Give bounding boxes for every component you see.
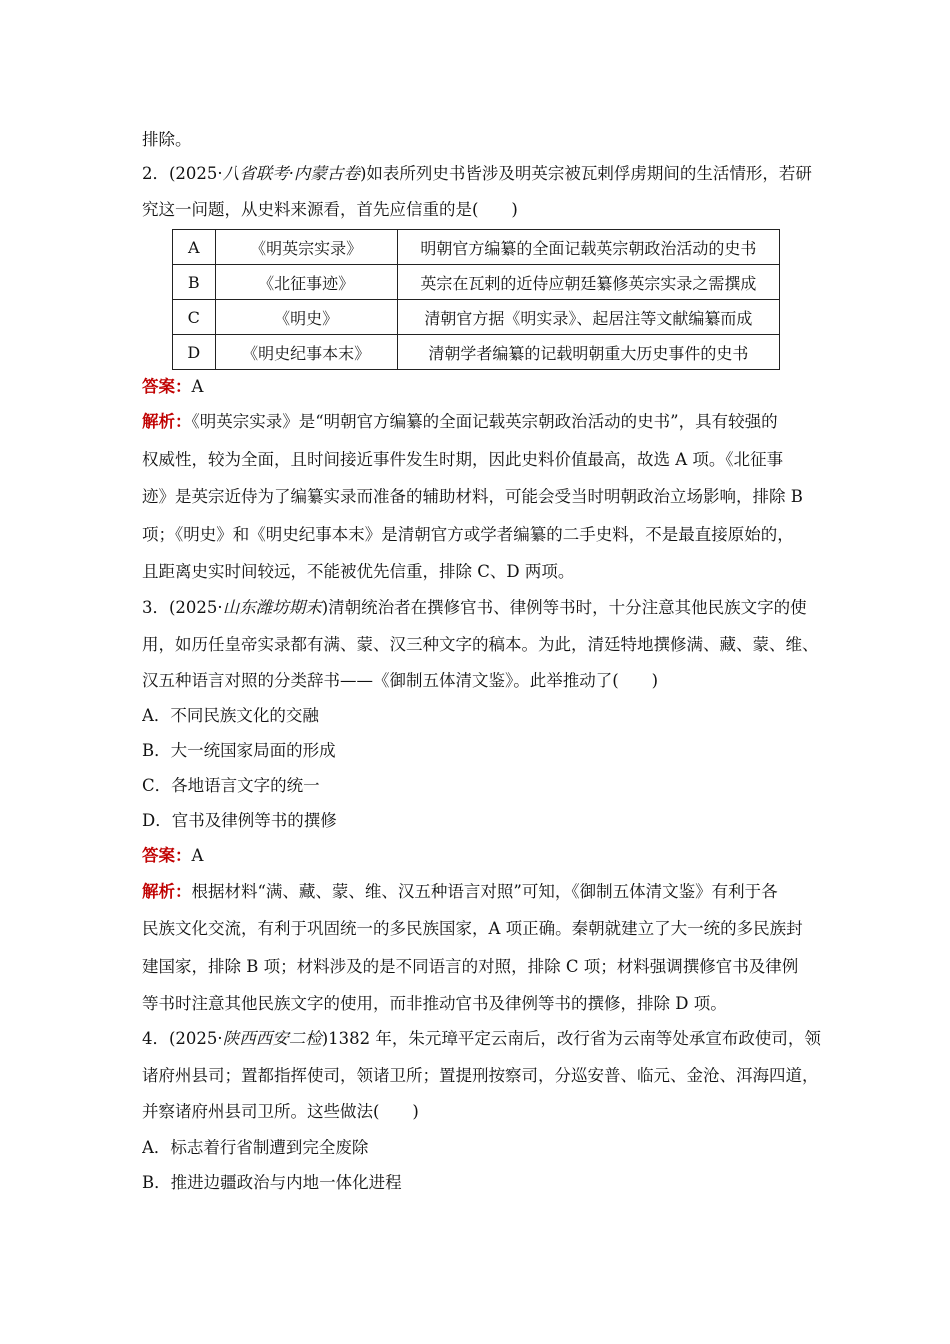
q3-source-close: )	[321, 598, 329, 617]
q2-analysis-label: 解析：	[142, 412, 192, 431]
table-cell-desc: 清朝学者编纂的记载明朝重大历史事件的史书	[397, 335, 779, 370]
q2-analysis-text-1: 《明英宗实录》是“明朝官方编纂的全面记载英宗朝政治活动的史书”，具有较强的	[191, 412, 778, 431]
q2-source-close: )	[359, 164, 367, 183]
prev-analysis-tail: 排除。	[142, 130, 192, 149]
table-cell-desc: 英宗在瓦剌的近侍应朝廷纂修英宗实录之需撰成	[397, 265, 779, 300]
q4-stem-line-1	[142, 1027, 832, 1051]
q4-source-close: )	[321, 1029, 329, 1048]
q2-analysis-line-3: 迹》是英宗近侍为了编纂实录而准备的辅助材料，可能会受当时明朝政治立场影响，排除 B	[142, 487, 803, 506]
q2-analysis-line-2: 权威性，较为全面，且时间接近事件发生时期，因此史料价值最高，故选 A 项。《北征事	[142, 450, 784, 469]
q3-number: 3．	[142, 598, 169, 617]
q3-option-d: D．官书及律例等书的撰修	[142, 811, 337, 830]
q4-option-a: A．标志着行省制遭到完全废除	[142, 1138, 369, 1157]
q2-source: 八省联考·内蒙古卷	[222, 164, 360, 183]
q3-analysis-line-2: 民族文化交流，有利于巩固统一的多民族国家，A 项正确。秦朝就建立了大一统的多民族封	[142, 919, 803, 938]
table-cell-letter: B	[173, 265, 216, 300]
q4-source-open: (2025·	[169, 1029, 223, 1048]
q4-source: 陕西西安二检	[222, 1029, 322, 1048]
table-row	[173, 335, 780, 370]
q2-stem-line-1	[142, 162, 832, 186]
q3-stem-line-2: 用，如历任皇帝实录都有满、蒙、汉三种文字的稿本。为此，清廷特地撰修满、藏、蒙、维、	[142, 635, 819, 654]
q3-stem-text-1: 清朝统治者在撰修官书、律例等书时，十分注意其他民族文字的使	[328, 598, 807, 617]
q2-analysis-line-4: 项；《明史》和《明史纪事本末》是清朝官方或学者编纂的二手史料，不是最直接原始的，	[142, 525, 794, 544]
q3-source-open: (2025·	[169, 598, 223, 617]
table-cell-book: 《明英宗实录》	[215, 230, 397, 265]
q3-source: 山东潍坊期末	[222, 598, 322, 617]
q2-source-table	[172, 229, 780, 370]
q3-answer-value: A	[191, 846, 204, 865]
table-cell-desc: 明朝官方编纂的全面记载英宗朝政治活动的史书	[397, 230, 779, 265]
q2-answer-value: A	[191, 377, 204, 396]
q2-answer-label: 答案：	[142, 377, 192, 396]
table-cell-letter: A	[173, 230, 216, 265]
q2-analysis-line-1	[142, 410, 832, 434]
q3-stem-line-1	[142, 596, 832, 620]
q2-stem-line-2: 究这一问题，从史料来源看，首先应信重的是( )	[142, 200, 518, 219]
table-cell-desc: 清朝官方据《明实录》、起居注等文献编纂而成	[397, 300, 779, 335]
q3-option-c: C．各地语言文字的统一	[142, 776, 320, 795]
q3-option-a: A．不同民族文化的交融	[142, 706, 319, 725]
table-cell-book: 《北征事迹》	[215, 265, 397, 300]
q2-analysis-line-5: 且距离史实时间较远，不能被优先信重，排除 C、D 两项。	[142, 562, 575, 581]
q4-number: 4．	[142, 1029, 169, 1048]
table-cell-book: 《明史纪事本末》	[215, 335, 397, 370]
table-cell-letter: C	[173, 300, 216, 335]
q4-stem-line-3: 并察诸府州县司卫所。这些做法( )	[142, 1102, 419, 1121]
q3-option-b: B．大一统国家局面的形成	[142, 741, 336, 760]
q2-source-open: (2025·	[169, 164, 223, 183]
q3-stem-line-3: 汉五种语言对照的分类辞书——《御制五体清文鉴》。此举推动了( )	[142, 671, 659, 690]
q3-analysis-label: 解析：	[142, 882, 192, 901]
q3-analysis-line-1	[142, 880, 832, 904]
q2-number: 2．	[142, 164, 169, 183]
table-row	[173, 300, 780, 335]
q3-analysis-line-3: 建国家，排除 B 项；材料涉及的是不同语言的对照，排除 C 项；材料强调撰修官书及律例	[142, 957, 799, 976]
q4-option-b: B．推进边疆政治与内地一体化进程	[142, 1173, 402, 1192]
q3-analysis-line-4: 等书时注意其他民族文字的使用，而非推动官书及律例等书的撰修，排除 D 项。	[142, 994, 727, 1013]
q3-analysis-text-1: 根据材料“满、藏、蒙、维、汉五种语言对照”可知，《御制五体清文鉴》有利于各	[191, 882, 778, 901]
table-row	[173, 265, 780, 300]
q4-stem-text-1: 1382 年，朱元璋平定云南后，改行省为云南等处承宣布政使司，领	[328, 1029, 821, 1048]
q3-answer-label: 答案：	[142, 846, 192, 865]
table-cell-letter: D	[173, 335, 216, 370]
q2-stem-text-1: 如表所列史书皆涉及明英宗被瓦剌俘虏期间的生活情形，若研	[366, 164, 812, 183]
q4-stem-line-2: 诸府州县司；置都指挥使司，领诸卫所；置提刑按察司，分巡安普、临元、金沧、洱海四道，	[142, 1066, 819, 1085]
q3-answer	[142, 844, 832, 868]
table-row	[173, 230, 780, 265]
table-cell-book: 《明史》	[215, 300, 397, 335]
q2-answer	[142, 375, 832, 399]
